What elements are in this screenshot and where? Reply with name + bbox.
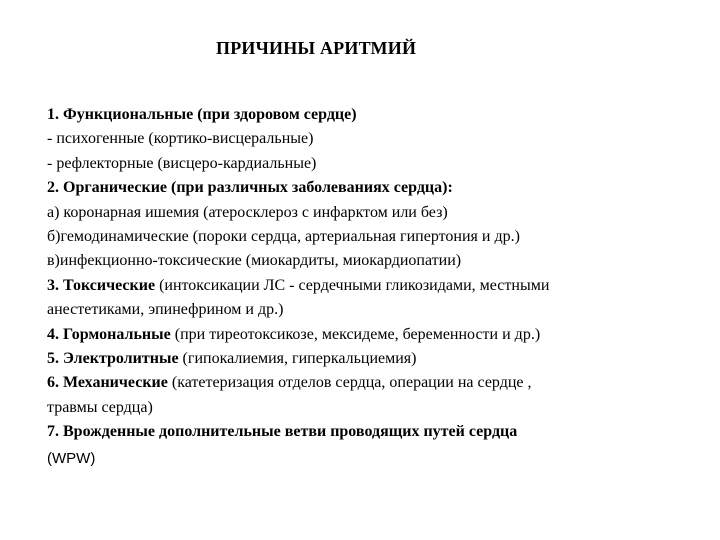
item-5 — [47, 347, 697, 371]
item-4-text: (при тиреотоксикозе, мексидеме, беременности и др.) — [170, 325, 541, 343]
item-2-heading: 2. Органические (при различных заболеваниях сердца): — [47, 179, 453, 197]
item-3-continuation: анестетиками, эпинефрином и др.) — [47, 301, 284, 319]
item-6-text: (катетеризация отделов сердца, операции на сердце , — [167, 374, 532, 392]
item-3-label: 3. Токсические — [47, 276, 156, 294]
item-4 — [47, 323, 697, 347]
item-1-subitem-psychogenic: - психогенные (кортико-висцеральные) — [47, 130, 314, 148]
item-5-label: 5. Электролитные — [47, 349, 179, 367]
causes-list — [47, 103, 697, 472]
item-6 — [47, 371, 697, 395]
item-5-text: (гипокалиемия, гиперкальциемия) — [178, 349, 417, 367]
item-3-text: (интоксикации ЛС - сердечными гликозидами, местными — [155, 276, 550, 294]
slide-title: ПРИЧИНЫ АРИТМИЙ — [216, 38, 417, 58]
item-2-subitem-c: в)инфекционно-токсические (миокардиты, миокардиопатии) — [47, 252, 462, 270]
item-7-heading: 7. Врожденные дополнительные ветви проводящих путей сердца — [47, 423, 518, 441]
item-7-text: (WPW) — [47, 450, 96, 468]
item-6-continuation: травмы сердца) — [47, 398, 153, 416]
item-6-label: 6. Механические — [47, 374, 168, 392]
item-1-subitem-reflex: - рефлекторные (висцеро-кардиальные) — [47, 154, 317, 172]
item-4-label: 4. Гормональные — [47, 325, 171, 343]
item-3 — [47, 274, 697, 298]
item-1-heading: 1. Функциональные (при здоровом сердце) — [47, 106, 357, 123]
item-2-subitem-a: а) коронарная ишемия (атеросклероз с инфарктом или без) — [47, 203, 448, 221]
item-2-subitem-b: б)гемодинамические (пороки сердца, артериальная гипертония и др.) — [47, 227, 520, 245]
